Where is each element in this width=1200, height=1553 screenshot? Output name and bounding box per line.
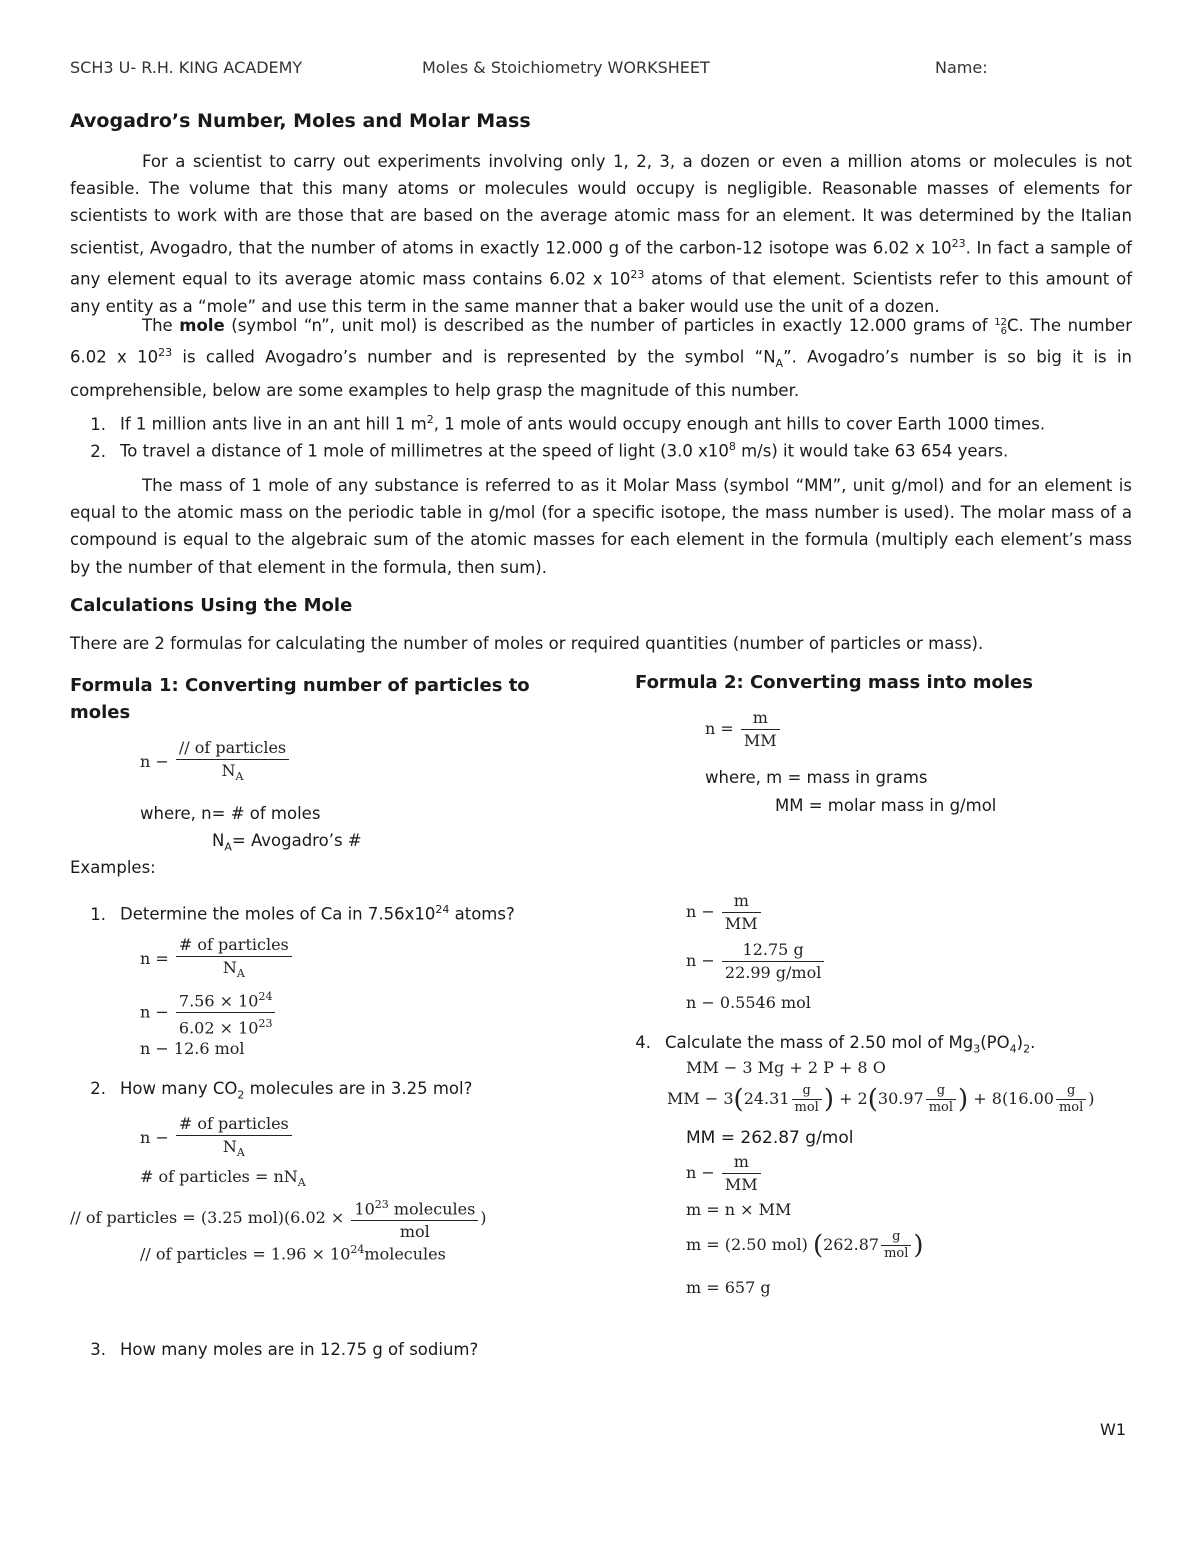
formula1-title: Formula 1: Converting number of particles to moles (70, 675, 530, 723)
section-title-calculations: Calculations Using the Mole (70, 595, 353, 616)
example3-step2: n − $\frac{12.75 g}{\text{22.99 g/mol}}$ (686, 940, 826, 983)
list-item: 2. To travel a distance of 1 mole of millimetres at the speed of light (3.0 $x10^8$ m/s) it would take 63 654 years. (90, 440, 1009, 461)
paragraph-intro: For a scientist to carry out experiments involving only 1, 2, 3, a dozen or even a million atoms or molecules is not feasible. The volume that this many atoms or molecules would occupy is negligible. Reasonable masses of elements for scientists to work with are those that are based on the average atomic mass for an element. It was determined by the Italian scientist, Avogadro, that the number of atoms in exactly 12.000 g of the carbon-12 isotope was 6.02 x $10^{23}$. In fact a sample of any element equal to its average atomic mass contains 6.02 x $10^{23}$ atoms of that element. Scientists refer to this amount of any entity as a “mole” and use this term in the same manner that a baker would use the unit of a dozen. (70, 152, 1132, 317)
example3-step1: n − $\frac{m}{MM}$ (686, 891, 763, 934)
formula2-equation: n = $\frac{m}{MM}$ (705, 708, 782, 751)
example-question-2: 2. How many $CO_2$ molecules are in 3.25 mol? (90, 1079, 473, 1102)
example-question-3: 3. How many moles are in 12.75 g of sodium? (90, 1340, 479, 1359)
example4-n-formula: n − $\frac{m}{MM}$ (686, 1152, 763, 1195)
formula1-where-n: where, n= # of moles (140, 804, 321, 823)
formula1-equation: n − $\frac{\text{// of particles}}{N_A}$ (140, 738, 291, 787)
example4-mm-result: MM = 262.87 g/mol (686, 1128, 854, 1148)
paragraph-mole-definition: The mole (symbol “n”, unit mol) is described as the number of particles in exactly 12.000 grams of 12 6 C. The number 6.02 x $10^{23}$ is called Avogadro’s number and is represented by the symbol “$N_A$”. Avogadro’s number is so big it is in comprehensible, below are some examples to help grasp the magnitude of this number. (70, 316, 1132, 401)
example-question-4: 4. Calculate the mass of 2.50 mol of $Mg_3(PO_4)_2$. (635, 1033, 1036, 1056)
example4-mm-formula: MM − 3 Mg + 2 P + 8 O (686, 1058, 886, 1077)
example1-step1: n = $\frac{\text{\# of particles}}{N_A}$ (140, 935, 294, 984)
list-item: 1. If 1 million ants live in an ant hill 1 $m^2$, 1 mole of ants would occupy enough ant hills to cover Earth 1000 times. (90, 413, 1046, 434)
example1-result: n − 12.6 mol (140, 1039, 245, 1058)
formula1-where-na: $N_A=$ Avogadro’s # (212, 831, 362, 854)
example2-result: // of particles = $1.96 \times 10^{24}molecules$ (140, 1243, 446, 1264)
formula2-title: Formula 2: Converting mass into moles (635, 672, 1033, 693)
calculations-intro: There are 2 formulas for calculating the number of moles or required quantities (number of particles or mass). (70, 634, 984, 653)
example1-step2: n − $\frac{7.56 \times 10^{24}}{6.02 \times 10^{23}}$ (140, 987, 277, 1039)
example-question-1: 1. Determine the moles of Ca in $7.56x10^{24}$ atoms? (90, 903, 515, 924)
example4-m-formula: m = n × MM (686, 1200, 792, 1219)
example4-mm-substitution: MM − 3(24.31 $\frac{g}{\text{mol}}$ ) + 2(30.97 $\frac{g}{\text{mol}}$ ) + 8(16.00 $\frac{g}{\text{mol}}$ ) (667, 1083, 1095, 1115)
example4-result: m = 657 g (686, 1278, 771, 1297)
example3-result: n − 0.5546 mol (686, 993, 811, 1012)
header-name-field: Name: (935, 58, 988, 77)
examples-label: Examples: (70, 858, 156, 877)
example4-m-substitution: m = (2.50 mol) (262.87 $\frac{g}{\text{mol}}$ ) (686, 1229, 924, 1261)
example2-step2: # of particles = $nN_A$ (140, 1167, 306, 1190)
formula2-where-m: where, m = mass in grams (705, 768, 928, 787)
header-title: Moles & Stoichiometry WORKSHEET (422, 58, 710, 77)
paragraph-molar-mass: The mass of 1 mole of any substance is referred to as it Molar Mass (symbol “MM”, unit g/mol) and for an element is equal to the atomic mass on the periodic table in g/mol (for a specific isotope, the mass number is used). The molar mass of a compound is equal to the algebraic sum of the atomic masses for each element in the formula (multiply each element’s mass by the number of that element in the formula, then sum). (70, 476, 1132, 577)
header-school: SCH3 U- R.H. KING ACADEMY (70, 58, 303, 77)
formula2-where-mm: MM = molar mass in g/mol (775, 796, 997, 815)
section-title-avogadro: Avogadro’s Number, Moles and Molar Mass (70, 110, 531, 132)
example2-step3: // of particles = (3.25 mol)(6.02 × $\frac{10^{23} molecules}{\text{mol}}$ ) (70, 1195, 487, 1242)
example2-step1: n − $\frac{\text{\# of particles}}{N_A}$ (140, 1114, 294, 1163)
page-label: W1 (1100, 1420, 1126, 1439)
